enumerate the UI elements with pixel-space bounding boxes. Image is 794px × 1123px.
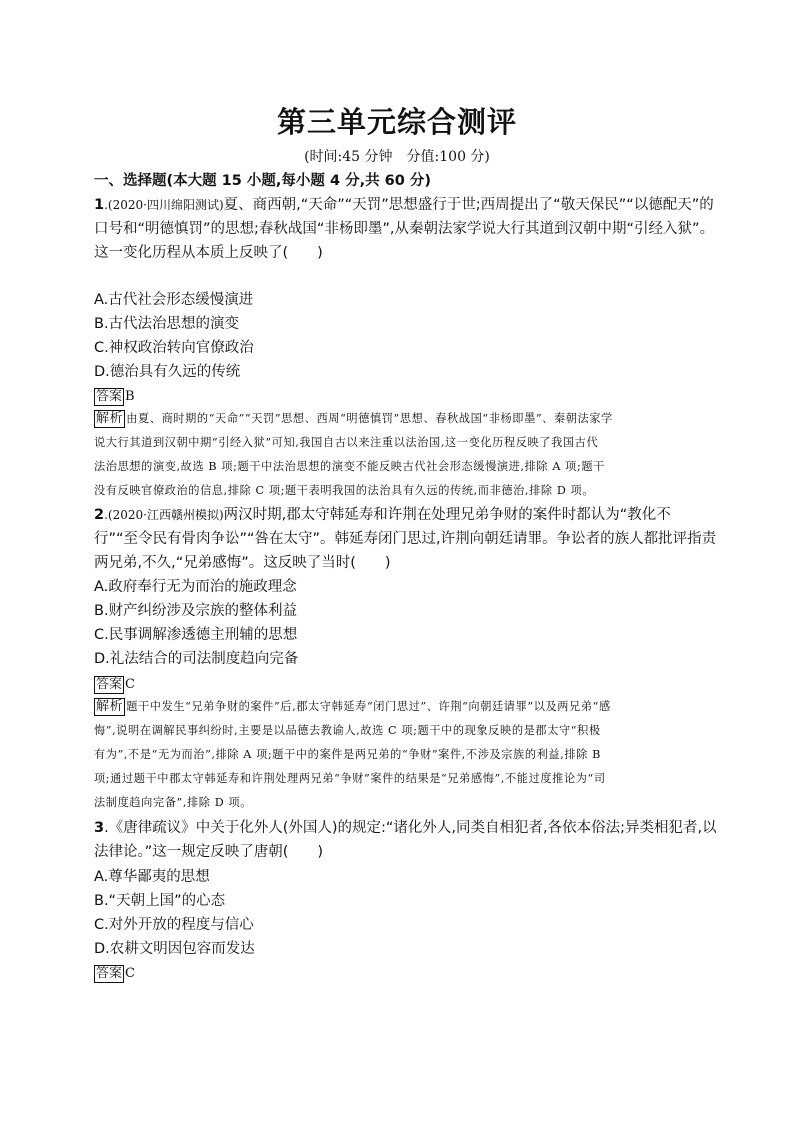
question-1-analysis-line-2: 说大行其道到汉朝中期“引经入狱”可知,我国自古以来注重以法治国,这一变化历程反映了我国古代	[94, 436, 599, 449]
question-2-line-3: 两兄弟,不久,“兄弟感悔”。这反映了当时( )	[94, 555, 391, 571]
question-1-line-2: 口号和“明德慎罚”的思想;春秋战国“非杨即墨”,从秦朝法家学说大行其道到汉朝中期“引经入狱”。	[94, 221, 715, 237]
question-number: 2	[94, 507, 105, 523]
question-2-option-a: A.政府奉行无为而治的施政理念	[94, 579, 297, 595]
answer-tag: 答案	[96, 389, 123, 404]
question-1-option-b: B.古代法治思想的演变	[94, 316, 240, 332]
question-2-option-d: D.礼法结合的司法制度趋向完备	[94, 651, 299, 667]
question-2-analysis-line-4: 项;通过题干中郡太守韩延寿和许荆处理两兄弟“争财”案件的结果是“兄弟感悔”,不能过度推论为“司	[94, 772, 606, 785]
question-2-analysis-line-5: 法制度趋向完备”,排除 D 项。	[94, 796, 253, 809]
question-stem-text: 夏、商西朝,“天命”“天罚”思想盛行于世;西周提出了“敬天保民”“以德配天”的	[223, 197, 714, 213]
question-1-option-d: D.德治具有久远的传统	[94, 364, 241, 380]
question-1-answer	[94, 385, 135, 408]
answer-tag: 答案	[96, 677, 123, 692]
page-subtitle: (时间:45 分钟 分值:100 分)	[304, 149, 490, 165]
question-1-line-1	[94, 194, 714, 216]
question-source: .(2020·四川绵阳测试)	[104, 198, 224, 212]
question-1-analysis-line-4: 没有反映官僚政治的信息,排除 C 项;题干表明我国的法治具有久远的传统,而非德治,排除 D 项。	[94, 484, 595, 497]
question-stem-text: .《唐律疏议》中关于化外人(外国人)的规定:“诸化外人,同类自相犯者,各依本俗法;异类相犯者,以	[104, 820, 717, 836]
question-1-line-3: 这一变化历程从本质上反映了( )	[94, 245, 323, 261]
answer-value: C	[125, 966, 135, 981]
analysis-text: 由夏、商时期的“天命”“天罚”思想、西周“明德慎罚”思想、春秋战国“非杨即墨”、秦朝法家学	[126, 412, 613, 425]
question-2-analysis-line-3: 有为”,不是“无为而治”,排除 A 项;题干中的案件是两兄弟的“争财”案件,不涉及宗族的利益,排除 B	[94, 748, 601, 761]
answer-tag: 答案	[96, 966, 123, 981]
question-source: .(2020·江西赣州模拟)	[104, 508, 224, 522]
question-1-option-c: C.神权政治转向官僚政治	[94, 340, 254, 356]
question-stem-text: 两汉时期,郡太守韩延寿和许荆在处理兄弟争财的案件时都认为“教化不	[223, 507, 671, 523]
question-3-option-a: A.尊华鄙夷的思想	[94, 869, 210, 885]
page-title: 第三单元综合测评	[276, 105, 517, 139]
question-number: 1	[94, 197, 105, 213]
question-2-analysis-line-1	[94, 696, 611, 718]
question-2-line-1	[94, 504, 671, 526]
question-number: 3	[94, 820, 105, 836]
question-2-option-c: C.民事调解渗透德主刑辅的思想	[94, 627, 298, 643]
question-1-analysis-line-3: 法治思想的演变,故选 B 项;题干中法治思想的演变不能反映古代社会形态缓慢演进,排除 A 项;题干	[94, 460, 605, 473]
question-3-option-d: D.农耕文明因包容而发达	[94, 941, 255, 957]
question-3-line-2: 法律论。”这一规定反映了唐朝( )	[94, 844, 324, 860]
analysis-tag: 解析	[96, 411, 124, 426]
question-2-analysis-line-2: 悔”,说明在调解民事纠纷时,主要是以品德去教谕人,故选 C 项;题干中的现象反映的是郡太守“积极	[94, 724, 601, 737]
answer-value: C	[125, 677, 135, 692]
analysis-text: 题干中发生“兄弟争财的案件”后,郡太守韩延寿“闭门思过”、许荆“向朝廷请罪”以及两兄弟“感	[126, 700, 611, 713]
question-1-option-a: A.古代社会形态缓慢演进	[94, 292, 254, 308]
question-2-line-2: 行”“至令民有骨肉争讼”“咎在太守”。韩延寿闭门思过,许荆向朝廷请罪。争讼者的族人都批评指责	[94, 531, 717, 547]
section-heading: 一、选择题(本大题 15 小题,每小题 4 分,共 60 分)	[94, 173, 432, 189]
question-3-option-c: C.对外开放的程度与信心	[94, 917, 254, 933]
answer-value: B	[125, 389, 135, 404]
question-3-line-1	[94, 817, 717, 839]
question-2-option-b: B.财产纠纷涉及宗族的整体利益	[94, 603, 298, 619]
analysis-tag: 解析	[96, 699, 124, 714]
question-1-analysis-line-1	[94, 408, 613, 430]
question-3-answer	[94, 962, 135, 985]
question-3-option-b: B.“天朝上国”的心态	[94, 893, 226, 909]
question-2-answer	[94, 673, 135, 696]
